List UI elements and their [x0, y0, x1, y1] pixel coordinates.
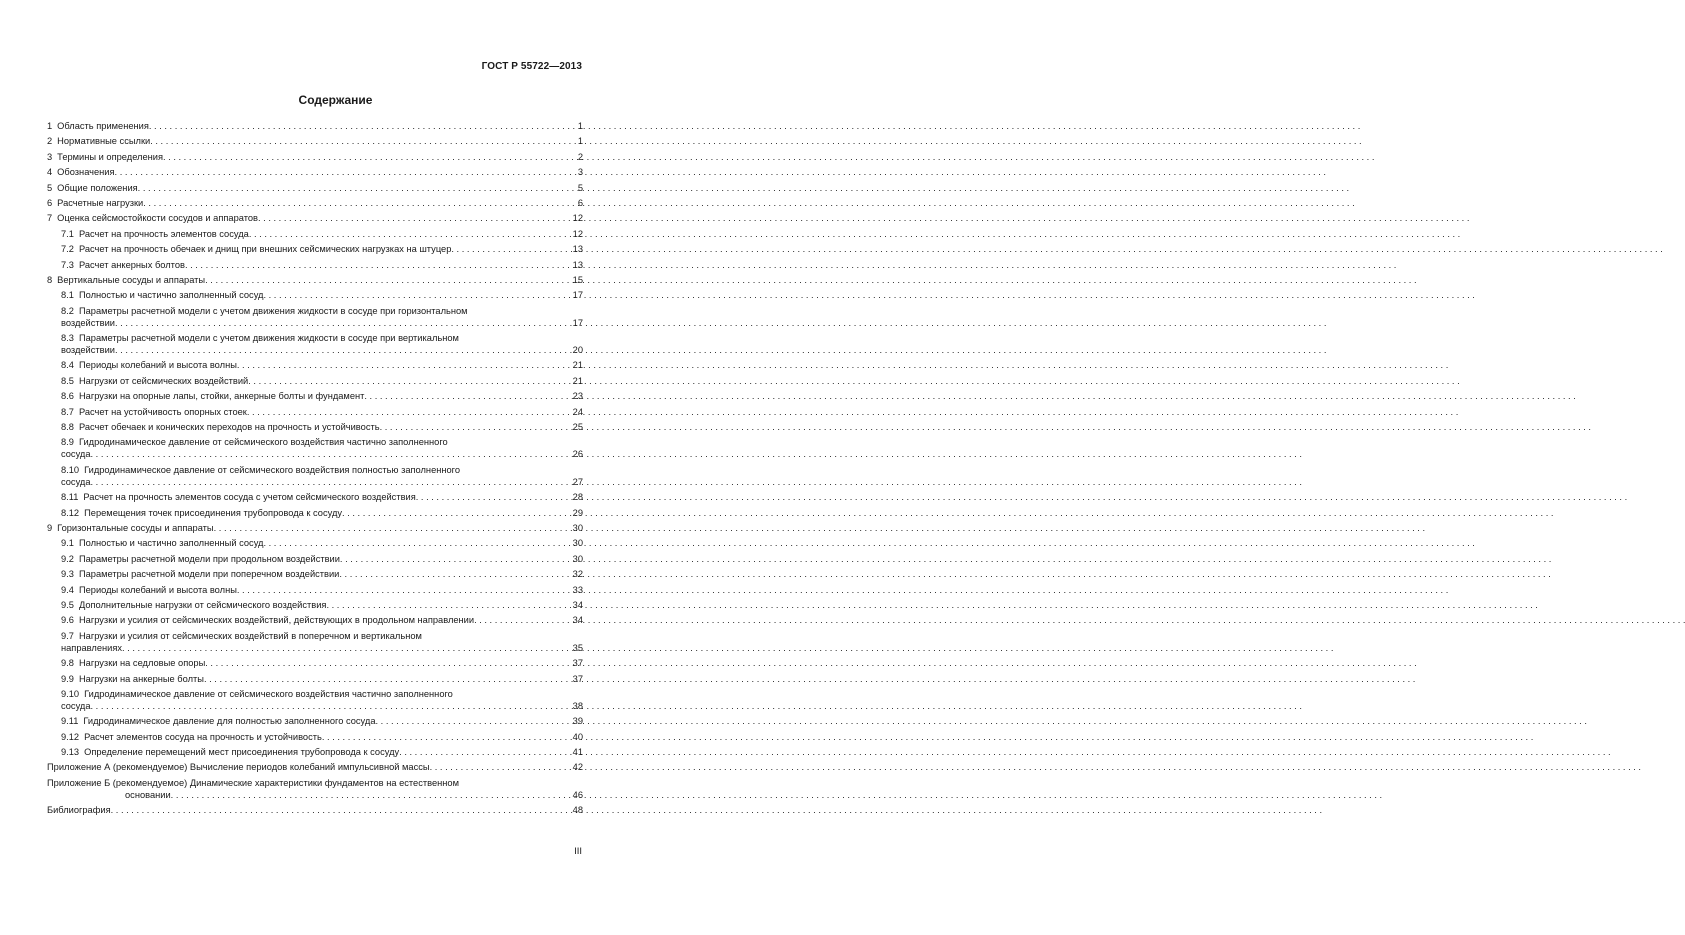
- toc-entry[interactable]: [47, 375, 583, 387]
- toc-entry-text-continued: сосуда: [61, 476, 91, 487]
- toc-entry-page: 33: [572, 584, 583, 595]
- toc-entry[interactable]: [47, 406, 583, 418]
- dot-leader: [416, 491, 573, 503]
- dot-leader: [111, 804, 573, 816]
- toc-entry-number: 1: [47, 121, 53, 131]
- toc-entry-page: 35: [572, 642, 583, 653]
- toc-entry-number: 7: [47, 213, 53, 224]
- toc-entry[interactable]: [47, 243, 583, 255]
- toc-entry[interactable]: [47, 731, 583, 743]
- toc-entry-page: 13: [572, 259, 583, 270]
- dot-leader: [237, 584, 573, 596]
- toc-entry-number: 9: [47, 522, 53, 533]
- toc-entry-page: 2: [577, 151, 583, 162]
- toc-entry-page: 30: [572, 553, 583, 564]
- toc-entry-text: Приложение Б (рекомендуемое) Динамические характеристики фундаментов на естественном: [47, 777, 459, 788]
- dot-leader: [339, 568, 572, 580]
- toc-entry[interactable]: [47, 212, 583, 224]
- dot-leader: [380, 421, 573, 433]
- toc-entry-text: Определение перемещений мест присоединения трубопровода к сосуду: [84, 747, 400, 758]
- toc-entry[interactable]: [47, 274, 583, 286]
- toc-entry-number: 8.4: [61, 360, 74, 371]
- toc-entry-number: 9.9: [61, 673, 74, 684]
- toc-entry-text: Библиография: [47, 805, 111, 816]
- toc-entry-number: 8.2: [61, 305, 74, 316]
- toc-entry-page: 17: [572, 290, 583, 301]
- toc-entry-number: 8.11: [61, 492, 79, 503]
- toc-entry[interactable]: [47, 777, 583, 801]
- toc-entry-page: 25: [572, 422, 583, 433]
- toc-entry[interactable]: [47, 804, 583, 816]
- toc-entry-page: 15: [572, 274, 583, 285]
- toc-entry-text: Расчетные нагрузки: [57, 197, 144, 208]
- toc-entry-number: 9.5: [61, 599, 74, 610]
- toc-entry-number: 8.7: [61, 406, 74, 417]
- toc-entry-text: Расчет элементов сосуда на прочность и устойчивость: [84, 731, 322, 742]
- dot-leader: [115, 317, 573, 329]
- toc-entry[interactable]: [47, 289, 583, 301]
- toc-entry-page: 20: [572, 345, 583, 356]
- toc-entry[interactable]: [47, 746, 583, 758]
- toc-entry-page: 39: [572, 716, 583, 727]
- toc-entry-number: 8: [47, 274, 53, 285]
- toc-entry[interactable]: [47, 568, 583, 580]
- toc-entry-page: 37: [572, 658, 583, 669]
- dot-leader: [247, 406, 573, 418]
- toc-entry[interactable]: [47, 614, 583, 626]
- toc-entry-text: Область применения: [57, 121, 149, 131]
- toc-entry-text: Термины и определения: [57, 151, 164, 162]
- toc-entry[interactable]: [47, 390, 583, 402]
- toc-entry-text-continued: воздействии: [61, 345, 115, 356]
- toc-entry-text-continued: сосуда: [61, 700, 91, 711]
- toc-entry[interactable]: [47, 332, 583, 356]
- toc-entry-number: 9.1: [61, 538, 74, 549]
- toc-entry[interactable]: [47, 166, 583, 178]
- dot-leader: [171, 789, 573, 801]
- toc-entry[interactable]: [47, 522, 583, 534]
- toc-entry-text: Горизонтальные сосуды и аппараты: [57, 522, 214, 533]
- page-number: III: [574, 846, 582, 857]
- toc-entry[interactable]: [47, 197, 583, 209]
- toc-entry-text: Нагрузки и усилия от сейсмических воздействий, действующих в продольном направлении: [78, 615, 475, 626]
- toc-entry-page: 40: [572, 731, 583, 742]
- toc-entry[interactable]: [47, 657, 583, 669]
- toc-entry-number: 9.4: [61, 584, 74, 595]
- dot-leader: [214, 522, 573, 534]
- toc-entry-number: 7.3: [61, 259, 74, 270]
- toc-entry-text: Периоды колебаний и высота волны: [78, 584, 237, 595]
- dot-leader: [143, 197, 578, 209]
- toc-entry-number: 8.3: [61, 333, 74, 344]
- dot-leader: [149, 120, 578, 132]
- toc-entry-number: 8.5: [61, 375, 74, 386]
- toc-entry-number: 7.1: [61, 228, 74, 239]
- toc-entry-number: 8.6: [61, 391, 74, 402]
- toc-entry-text: Приложение А (рекомендуемое) Вычисление периодов колебаний импульсивной массы: [47, 762, 430, 773]
- toc-entry-text: Полностью и частично заполненный сосуд: [78, 290, 264, 301]
- toc-entry-page: 34: [572, 615, 583, 626]
- toc-entry-number: 9.3: [61, 569, 74, 580]
- toc-entry[interactable]: [47, 120, 583, 132]
- dot-leader: [474, 614, 573, 626]
- toc-entry-number: 8.8: [61, 422, 74, 433]
- toc-entry[interactable]: [47, 259, 583, 271]
- dot-leader: [248, 375, 572, 387]
- toc-entry-text: Общие положения: [57, 182, 138, 193]
- toc-entry-page: 1: [577, 121, 583, 131]
- toc-entry-number: 9.8: [61, 658, 74, 669]
- toc-entry[interactable]: [47, 228, 583, 240]
- dot-leader: [326, 599, 572, 611]
- toc-entry-number: 9.10: [61, 688, 80, 699]
- toc-entry-page: 3: [577, 167, 583, 178]
- dot-leader: [91, 476, 573, 488]
- toc-entry-number: 7.2: [61, 244, 74, 255]
- dot-leader: [451, 243, 572, 255]
- toc-entry-text: Вертикальные сосуды и аппараты: [57, 274, 206, 285]
- toc-entry-page: 12: [572, 213, 583, 224]
- toc-entry-number: 8.10: [61, 464, 80, 475]
- toc-entry-text: Параметры расчетной модели с учетом движения жидкости в сосуде при горизонтальном: [78, 305, 468, 316]
- toc-entry-page: 23: [572, 391, 583, 402]
- toc-entry[interactable]: [47, 537, 583, 549]
- toc-entry-text-continued: направлениях: [61, 642, 123, 653]
- toc-entry-text: Нагрузки от сейсмических воздействий: [78, 375, 249, 386]
- toc-entry-number: 9.7: [61, 630, 74, 641]
- toc-entry-page: 21: [572, 375, 583, 386]
- dot-leader: [150, 135, 578, 147]
- toc-entry-number: 8.1: [61, 290, 74, 301]
- toc-entry-text: Периоды колебаний и высота волны: [78, 360, 237, 371]
- toc-entry-number: 8.9: [61, 437, 74, 448]
- toc-entry-text: Параметры расчетной модели при продольном воздействии: [78, 553, 340, 564]
- toc-entry-page: 37: [572, 673, 583, 684]
- dot-leader: [263, 289, 572, 301]
- toc-entry-page: 1: [577, 136, 583, 147]
- dot-leader: [205, 657, 572, 669]
- toc-entry-page: 26: [572, 449, 583, 460]
- toc-entry-page: 27: [572, 476, 583, 487]
- toc-entry-text: Оценка сейсмостойкости сосудов и аппаратов: [57, 213, 258, 224]
- toc-entry[interactable]: [47, 688, 583, 712]
- toc-entry-page: 46: [572, 789, 583, 800]
- toc-entry-number: 5: [47, 182, 53, 193]
- toc-entry-text: Параметры расчетной модели при поперечном воздействии: [78, 569, 340, 580]
- dot-leader: [263, 537, 572, 549]
- dot-leader: [205, 274, 573, 286]
- toc-entry-text: Обозначения: [57, 167, 115, 178]
- dot-leader: [185, 259, 573, 271]
- toc-entry-page: 42: [572, 762, 583, 773]
- toc-entry[interactable]: [47, 599, 583, 611]
- toc-entry-text: Расчет на прочность элементов сосуда: [78, 228, 249, 239]
- toc-entry[interactable]: [47, 761, 583, 773]
- toc-entry-number: 9.2: [61, 553, 74, 564]
- toc-entry-text: Перемещения точек присоединения трубопровода к сосуду: [84, 507, 343, 518]
- dot-leader: [163, 151, 578, 163]
- dot-leader: [399, 746, 572, 758]
- page-title: Содержание: [298, 93, 373, 107]
- toc-entry-page: 5: [577, 182, 583, 193]
- dot-leader: [376, 715, 573, 727]
- dot-leader: [430, 761, 573, 773]
- toc-entry[interactable]: [47, 630, 583, 654]
- toc-entry-text: Нагрузки на опорные лапы, стойки, анкерные болты и фундамент: [78, 391, 365, 402]
- toc-entry-text-continued: сосуда: [61, 449, 91, 460]
- toc-entry-text: Расчет на прочность элементов сосуда с учетом сейсмического воздействия: [83, 492, 416, 503]
- toc-entry-page: 21: [572, 360, 583, 371]
- toc-entry-text: Расчет на прочность обечаек и днищ при внешних сейсмических нагрузках на штуцер: [78, 244, 452, 255]
- toc-entry[interactable]: [47, 359, 583, 371]
- toc-entry-text: Параметры расчетной модели с учетом движения жидкости в сосуде при вертикальном: [78, 333, 459, 344]
- toc-entry-page: 29: [572, 507, 583, 518]
- toc-entry-number: 9.12: [61, 731, 80, 742]
- toc-entry-number: 9.6: [61, 615, 74, 626]
- toc-entry-number: 2: [47, 136, 53, 147]
- toc-entry-page: 28: [572, 492, 583, 503]
- toc-entry-page: 12: [572, 228, 583, 239]
- dot-leader: [91, 700, 573, 712]
- toc-entry-text: Расчет анкерных болтов: [78, 259, 185, 270]
- toc-entry-page: 13: [572, 244, 583, 255]
- toc-entry-text: Гидродинамическое давление от сейсмического воздействия полностью заполненного: [84, 464, 461, 475]
- toc-entry[interactable]: [47, 673, 583, 685]
- dot-leader: [342, 507, 573, 519]
- dot-leader: [237, 359, 573, 371]
- toc-entry[interactable]: [47, 584, 583, 596]
- toc-entry[interactable]: [47, 305, 583, 329]
- toc-entry-number: 4: [47, 167, 53, 178]
- dot-leader: [204, 673, 573, 685]
- toc-entry-page: 38: [572, 700, 583, 711]
- toc-entry-page: 32: [572, 569, 583, 580]
- toc-entry-number: 9.13: [61, 747, 80, 758]
- toc-entry[interactable]: [47, 715, 583, 727]
- toc-entry-page: 17: [572, 317, 583, 328]
- dot-leader: [364, 390, 572, 402]
- toc-entry-text: Гидродинамическое давление от сейсмического воздействия частично заполненного: [78, 437, 448, 448]
- dot-leader: [249, 228, 573, 240]
- toc-entry-page: 30: [572, 538, 583, 549]
- table-of-contents: [47, 120, 583, 820]
- toc-entry-text: Расчет на устойчивость опорных стоек: [78, 406, 247, 417]
- toc-entry[interactable]: [47, 135, 583, 147]
- toc-entry-text-continued: воздействии: [61, 317, 115, 328]
- toc-entry-page: 24: [572, 406, 583, 417]
- toc-entry[interactable]: [47, 507, 583, 519]
- dot-leader: [340, 553, 573, 565]
- toc-entry[interactable]: [47, 182, 583, 194]
- toc-entry-text: Нагрузки и усилия от сейсмических воздействий в поперечном и вертикальном: [78, 630, 422, 641]
- toc-entry[interactable]: [47, 421, 583, 433]
- toc-entry-page: 41: [572, 747, 583, 758]
- toc-entry-number: 3: [47, 151, 53, 162]
- toc-entry[interactable]: [47, 553, 583, 565]
- toc-entry-text: Гидродинамическое давление от сейсмического воздействия частично заполненного: [84, 688, 453, 699]
- document-code: ГОСТ Р 55722—2013: [481, 61, 582, 72]
- dot-leader: [115, 344, 573, 356]
- toc-entry-text: Расчет обечаек и конических переходов на прочность и устойчивость: [78, 422, 380, 433]
- toc-entry-text: Нормативные ссылки: [57, 136, 151, 147]
- toc-entry-page: 34: [572, 599, 583, 610]
- dot-leader: [258, 212, 573, 224]
- toc-entry[interactable]: [47, 464, 583, 488]
- toc-entry-number: 6: [47, 197, 53, 208]
- toc-entry-text: Дополнительные нагрузки от сейсмического воздействия: [78, 599, 327, 610]
- toc-entry[interactable]: [47, 491, 583, 503]
- toc-entry-text-continued: основании: [125, 789, 171, 800]
- dot-leader: [322, 731, 573, 743]
- toc-entry-page: 48: [572, 805, 583, 816]
- toc-entry[interactable]: [47, 151, 583, 163]
- toc-entry-text: Нагрузки на анкерные болты: [78, 673, 204, 684]
- dot-leader: [115, 166, 578, 178]
- toc-entry-text: Нагрузки на седловые опоры: [78, 658, 206, 669]
- dot-leader: [91, 448, 573, 460]
- dot-leader: [122, 642, 573, 654]
- toc-entry-number: 9.11: [61, 716, 79, 727]
- toc-entry-text: Гидродинамическое давление для полностью заполненного сосуда: [83, 716, 376, 727]
- dot-leader: [138, 182, 578, 194]
- toc-entry[interactable]: [47, 436, 583, 460]
- toc-entry-page: 6: [577, 197, 583, 208]
- toc-entry-number: 8.12: [61, 507, 80, 518]
- toc-entry-text: Полностью и частично заполненный сосуд: [78, 538, 264, 549]
- toc-entry-page: 30: [572, 522, 583, 533]
